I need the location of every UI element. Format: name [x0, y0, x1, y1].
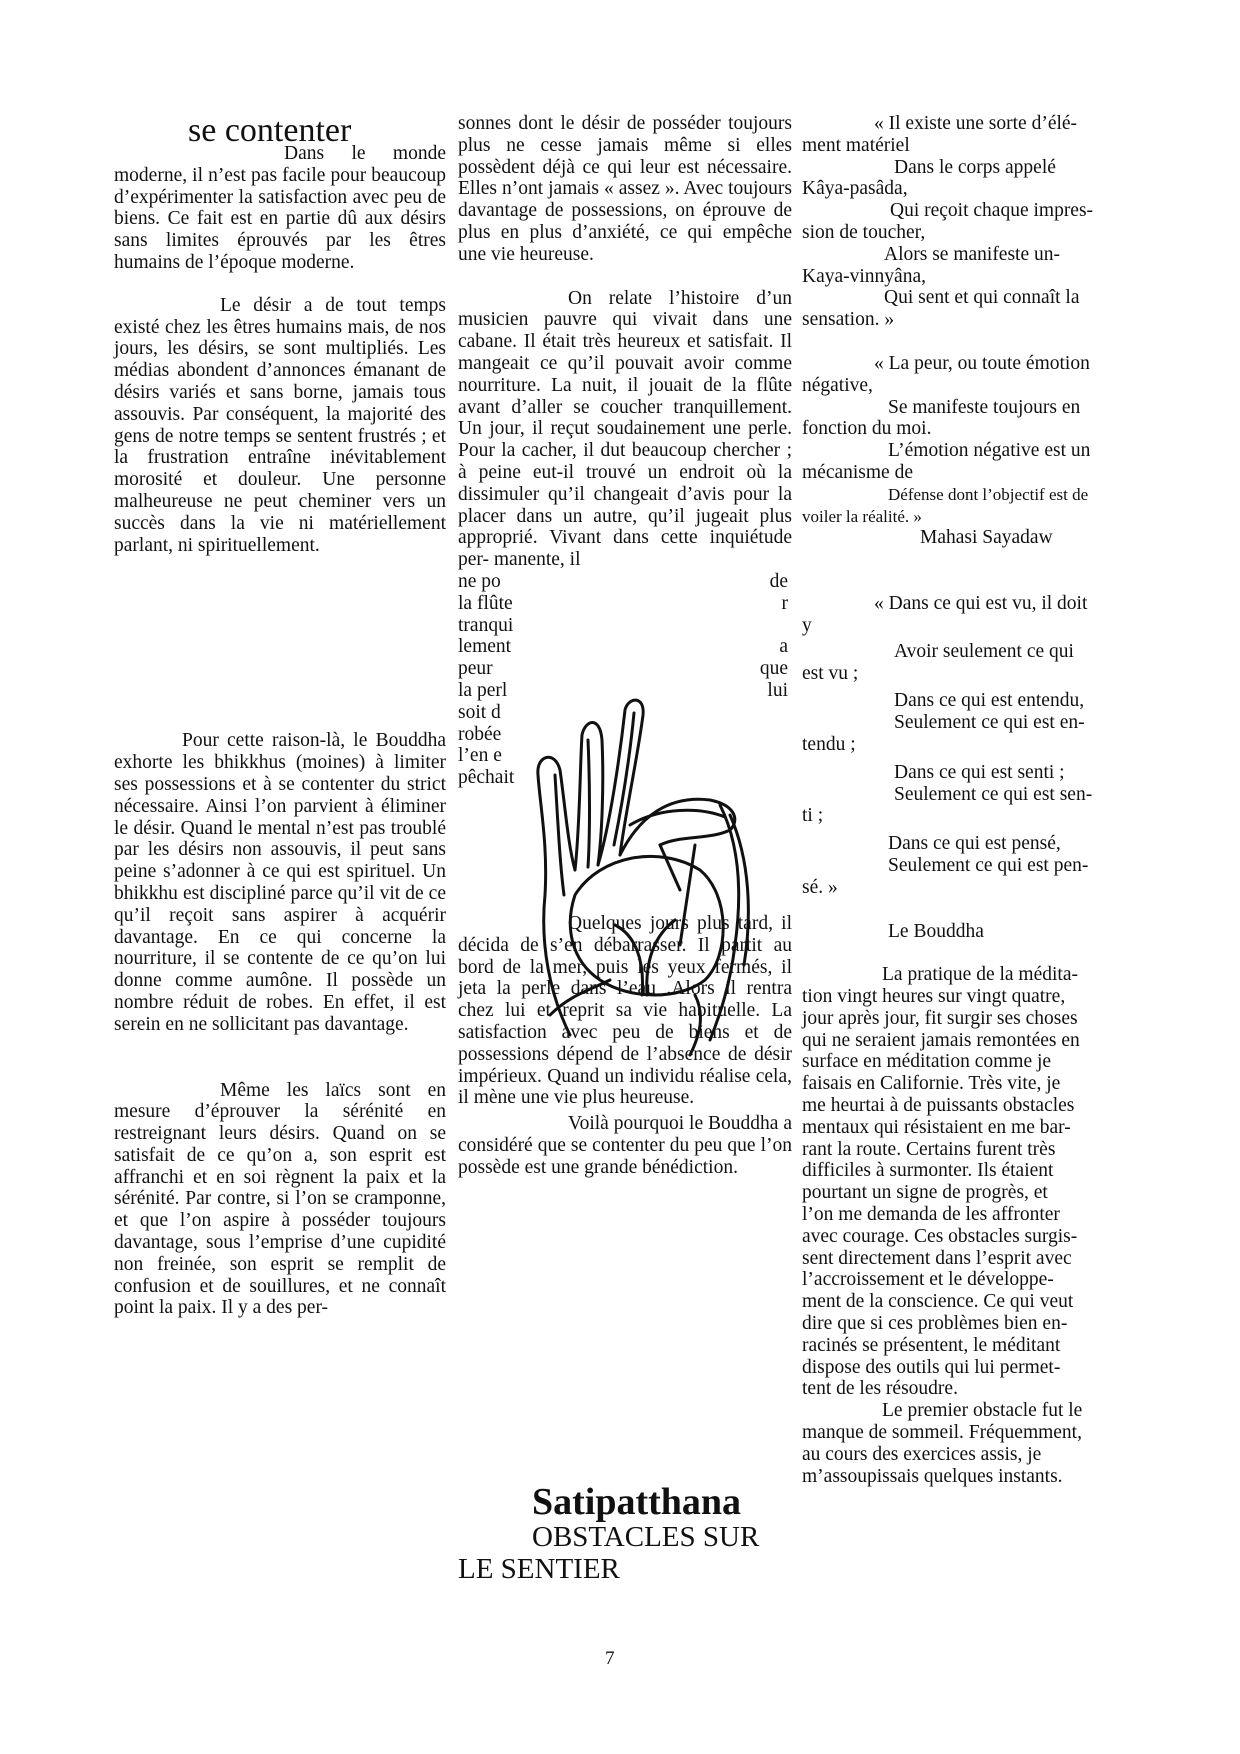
- page-number: 7: [605, 1648, 615, 1669]
- satipatthana-paragraph: La pratique de la médita- tion vingt heures sur vingt quatre, jour après jour, fit surgir ses choses qui ne seraient jamais remontées en surface en méditation comme je faisais en Californie. Très vite, je me heurtai à de puissants obstacles mentaux qui résistaient en me bar- rant la route. Certains furent très difficiles à surmonter. Ils étaient pourtant un signe de progrès, et l’on me demanda de les affronter avec courage. Ces obstacles surgis- sent directement dans l’esprit avec l’accroissement et le développe- ment de la conscience. Ce qui veut dire que si ces problèmes bien en- racinés se présentent, le méditant dispose des outils qui lui permet- tent de les résoudre.: [802, 964, 1080, 1400]
- fragment: peur: [458, 658, 493, 680]
- article-title-se-contenter: se contenter: [188, 112, 352, 149]
- paragraph: Même les laïcs sont en mesure d’éprouver la sérénité en restreignant leurs désirs. Quand on se satisfait de ce qu’on a, son esprit est affranchi et en soi règnent la paix et la sérénité. Par contre, si l’on se cramponne, et que l’on aspire à posséder toujours davantage, sous l’emprise d’une cupidité non freinée, son esprit se remplit de confusion et de souillures, et ne connaît point la paix. Il y a des per-: [114, 1079, 446, 1319]
- fragment: ne po: [458, 570, 501, 592]
- paragraph: Quelques jours plus tard, il décida de s’en débarrasser. Il partit au bord de la mer, puis les yeux fermés, il jeta la perle dans l’eau .Alors il rentra chez lui et reprit sa vie habituelle. La satisfaction avec peu de biens et de possessions dépend de l’absence de désir impérieux. Quand un individu réalise cela, il mène une vie plus heureuse.: [458, 912, 792, 1109]
- column-1: [114, 143, 446, 1319]
- column-3: [802, 113, 1138, 1487]
- quote-emotion: « La peur, ou toute émotion négative, Se manifeste toujours en fonction du moi. L’émotion négative est un mécanisme de Défense dont l’objectif est de voiler la réalité. »: [802, 352, 1091, 526]
- fragment: lui: [767, 679, 788, 701]
- quote-author: Le Bouddha: [888, 920, 984, 942]
- fragment: que: [759, 658, 788, 680]
- fragment: soit d: [458, 701, 501, 723]
- fragment: la flûte: [458, 592, 513, 614]
- subtitle-line: OBSTACLES SUR: [532, 1521, 760, 1553]
- satipatthana-paragraph: Le premier obstacle fut le manque de sommeil. Fréquemment, au cours des exercices assis, je m’assoupissais quelques instants.: [802, 1400, 1083, 1487]
- wrapped-fragment-right: [760, 571, 788, 702]
- fragment: tranqui: [458, 614, 514, 636]
- fragment: robée: [458, 723, 502, 745]
- article-title-satipatthana: Satipatthana: [532, 1481, 742, 1523]
- paragraph: sonnes dont le désir de posséder toujours plus ne cesse jamais même si elles possèdent déjà ce qui leur est nécessaire. Elles n’ont jamais « assez ». Avec toujours davantage de possessions, on éprouve de plus en plus d’anxiété, ce qui empêche une vie heureuse.: [458, 113, 792, 265]
- paragraph: Le désir a de tout temps existé chez les êtres humains mais, de nos jours, les désirs, se sont multipliés. Les médias abondent d’annonces émanant de désirs variés et sans borne, jamais tous assouvis. Par conséquent, la majorité des gens de notre temps se sentent frustrés ; et la frustration entraîne inévitablement morosité et douleur. Une personne malheureuse ne peut cheminer vers un succès dans la vie ni matériellement parlant, ni spirituellement.: [114, 294, 446, 556]
- quote-author: Mahasi Sayadaw: [920, 527, 1053, 549]
- paragraph: Dans le monde moderne, il n’est pas facile pour beaucoup d’expérimenter la satisfaction avec peu de biens. Ce fait est en partie dû aux désirs sans limites éprouvés par les êtres humains de l’époque moderne.: [114, 143, 446, 273]
- quote-seen-heard: « Dans ce qui est vu, il doit y Avoir seulement ce qui est vu ; Dans ce qui est entendu, Seulement ce qui est en- tendu ; Dans ce qui est senti ; Seulement ce qui est sen- ti ; Dans ce qui est pensé, Seulement ce qui est pen- sé. »: [802, 593, 1093, 898]
- fragment: de: [769, 570, 788, 592]
- paragraph: Pour cette raison-là, le Bouddha exhorte les bhikkhus (moines) à limiter ses possessions et à se contenter du strict nécessaire. Ainsi l’on parvient à éliminer le désir. Quand le mental n’est pas troublé par les désirs non assouvis, il peut sans peine s’adonner à ce qui est spirituel. Un bhikkhu est discipliné parce qu’il vit de ce qu’il reçoit sans aspirer à acquérir davantage. En ce qui concerne la nourriture, il se contente de ce qu’on lui donne comme aumône. Il possède un nombre réduit de robes. En effet, il est serein en ne sollicitant pas davantage.: [114, 730, 446, 1035]
- fragment: a: [779, 636, 788, 658]
- fragment: pêchait: [458, 767, 515, 789]
- fragment: r: [781, 592, 788, 614]
- subtitle-line: LE SENTIER: [458, 1553, 620, 1585]
- fragment: lement: [458, 636, 512, 658]
- paragraph: Voilà pourquoi le Bouddha a considéré que se contenter du peu que l’on possède est une grande bénédiction.: [458, 1113, 792, 1178]
- fragment: la perl: [458, 679, 508, 701]
- fragment: l’en e: [458, 745, 502, 767]
- article-subtitle: [458, 1521, 798, 1585]
- paragraph: On relate l’histoire d’un musicien pauvre qui vivait dans une cabane. Il était très heureux et satisfait. Il mangeait ce qu’il pouvait avoir comme nourriture. La nuit, il jouait de la flûte avant d’aller se coucher tranquillement. Un jour, il reçut soudainement une perle. Pour la cacher, il dut beaucoup chercher ; à peine eut-il trouvé un endroit où la dissimuler qu’il changeait d’avis pour la placer dans un autre, qu’il jugeait plus approprié. Vivant dans cette inquiétude per- manente, il: [458, 287, 792, 571]
- buddha-hand-mudra-icon: [530, 695, 760, 1065]
- quote-sensation: « Il existe une sorte d’élé- ment matériel Dans le corps appelé Kâya-pasâda, Qui reçoit chaque impres- sion de toucher, Alors se manifeste un- Kaya-vinnyâna, Qui sent et qui connaît la sensation. »: [802, 113, 1094, 331]
